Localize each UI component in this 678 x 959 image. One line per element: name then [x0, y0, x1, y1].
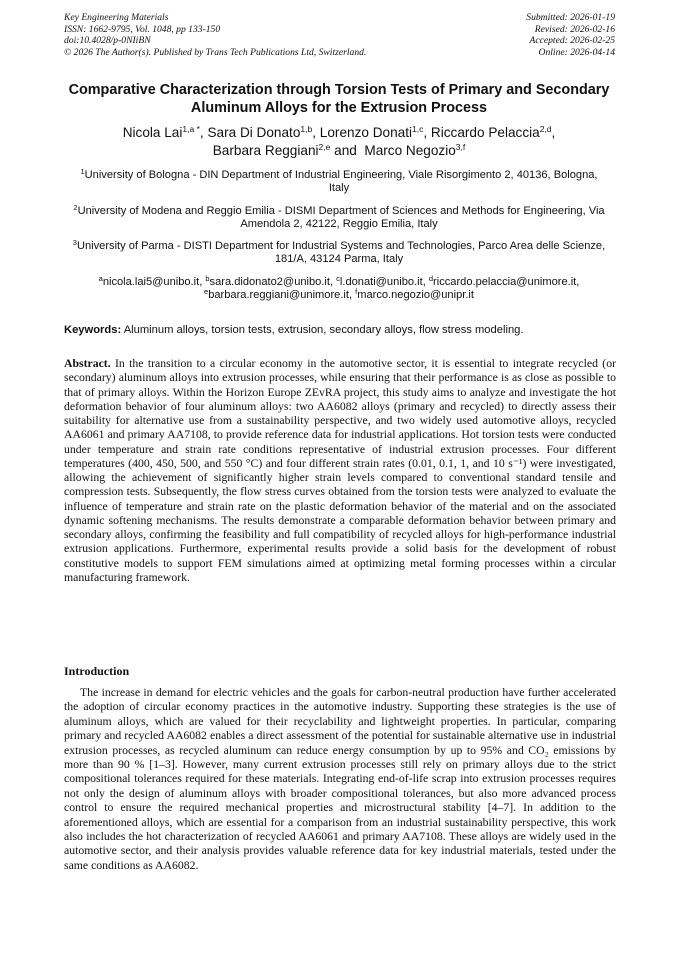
affiliation-sup: 1 [80, 167, 85, 176]
date-online: Online: 2026-04-14 [538, 46, 615, 58]
affiliation-1 [70, 169, 608, 195]
journal-copyright: © 2026 The Author(s). Published by Trans Tech Publications Ltd, Switzerland. [64, 46, 367, 58]
journal-info [64, 12, 464, 58]
journal-issn: ISSN: 1662-9795, Vol. 1048, pp 133-150 [64, 23, 221, 35]
keywords-label: Keywords: [64, 324, 122, 336]
author-sup: 3,f [455, 142, 466, 152]
email-link[interactable]: marco.negozio@unipr.it [357, 289, 474, 302]
email-sep: , [348, 289, 356, 302]
author-sup: 1,b [300, 124, 313, 134]
email-link[interactable]: nicola.lai5@unibo.it [102, 276, 200, 288]
email-link[interactable]: sara.didonato2@unibo.it [209, 276, 330, 288]
email-sup: e [204, 287, 209, 297]
paper-title: Comparative Characterization through Torsion Tests of Primary and Secondary Aluminum Alloys for the Extrusion Process [68, 82, 610, 116]
affiliation-3 [70, 240, 608, 266]
author-name: Barbara Reggiani [212, 143, 319, 158]
email-sup: b [205, 274, 210, 283]
affiliation-sup: 3 [72, 238, 77, 247]
affiliation-text: University of Modena and Reggio Emilia - DISMI Department of Sciences and Methods for Engineering, Via Amendola 2, 42122, Reggio Emilia, Italy [77, 205, 605, 231]
author-sup: 1,a * [182, 124, 200, 134]
affiliation-sup: 2 [73, 203, 78, 212]
author-sup: 1,c [412, 124, 424, 134]
email-sup: a [98, 274, 103, 283]
author-name: Nicola Lai [122, 125, 183, 140]
abstract-label: Abstract. [64, 357, 111, 370]
author-sep: , [199, 125, 208, 140]
email-sep: , [199, 276, 206, 288]
email-list [64, 276, 614, 303]
author-name: Riccardo Pelaccia [430, 125, 540, 140]
date-accepted: Accepted: 2026-02-25 [529, 35, 615, 47]
affiliation-2 [70, 205, 608, 231]
email-link[interactable]: riccardo.pelaccia@unimore.it [433, 276, 577, 288]
journal-name: Key Engineering Materials [64, 12, 169, 23]
email-sup: f [355, 287, 358, 297]
email-link[interactable]: barbara.reggiani@unimore.it [208, 289, 349, 302]
keywords [64, 324, 616, 337]
email-sup: d [428, 274, 434, 283]
author-list [64, 124, 614, 160]
section-heading-introduction: Introduction [64, 664, 130, 678]
date-revised: Revised: 2026-02-16 [534, 23, 615, 35]
introduction-paragraph: The increase in demand for electric vehicles and the goals for carbon-neutral production have further accelerated the adoption of circular economy practices in the automotive industry. Supporting these strategies is the use of aluminum alloys, which are valued for their recyclability and lightweight properties. In particular, comparing primary and recycled AA6082 enables a direct assessment of the potential for sustainable alternative use in industrial extrusion processes, as recycled aluminum can reduce energy consumption by up to 95% and CO₂ emissions by more than 90 % [1–3]. However, many current extrusion processes still rely on primary alloys due to the strict compositional tolerances required for these materials. Integrating end-of-life scrap into extrusion processes requires not only the design of aluminum alloys with broader compositional tolerances, but also more advanced process control to ensure the required mechanical properties and microstructural stability [4–7]. In addition to the aforementioned alloys, which are essential for a comparison from an industrial sustainability perspective, this work also includes the hot characterization of recycled AA6061 and primary AA7108. These alloys are widely used in the automotive sector, and their analysis provides valuable reference data for key industrial materials, tested under the same conditions as AA6082. [64, 686, 616, 872]
author-sup: 2,e [318, 142, 331, 152]
abstract [64, 357, 616, 585]
email-sep: , [576, 276, 580, 288]
email-sup: c [336, 274, 340, 283]
author-name: Marco Negozio [364, 143, 456, 158]
author-sep: , [312, 125, 320, 140]
date-submitted: Submitted: 2026-01-19 [526, 12, 615, 23]
author-name: Lorenzo Donati [319, 125, 412, 140]
affiliation-text: University of Parma - DISTI Department for Industrial Systems and Technologies, Parco Area delle Scienze, 181/A, 43124 Parma, Italy [76, 240, 606, 266]
author-sup: 2,d [539, 124, 552, 134]
email-sep: , [329, 276, 337, 288]
affiliation-text: University of Bologna - DIN Department of Industrial Engineering, Viale Risorgimento 2, 40136, Bologna, Italy [84, 169, 598, 195]
journal-doi: doi:10.4028/p-0NIiBN [64, 35, 151, 47]
email-link[interactable]: l.donati@unibo.it [339, 276, 423, 288]
author-sep: , [423, 125, 431, 140]
email-sep: , [422, 276, 429, 288]
keywords-text: Aluminum alloys, torsion tests, extrusion, secondary alloys, flow stress modeling. [121, 324, 524, 336]
author-sep: , [551, 125, 556, 140]
author-sep: and [330, 143, 361, 158]
publication-dates [455, 12, 615, 58]
abstract-text: In the transition to a circular economy in the automotive sector, it is essential to integrate recycled (or secondary) aluminum alloys into extrusion processes, while ensuring that their performance is as close as possible to that of primary alloys. Within the Horizon Europe ZEvRA project, this study aims to analyze and investigate the hot deformation behavior of four aluminum alloys: two AA6082 alloys (primary and recycled) to directly assess their suitability for alternative use from a sustainability perspective, and two widely used automotive alloys, recycled AA6061 and primary AA7108, to provide reference data for industrial applications. Hot torsion tests were conducted under temperature and strain rate conditions representative of industrial extrusion processes. Four different temperatures (400, 450, 500, and 550 °C) and four different strain rates (0.01, 0.1, 1, and 10 s⁻¹) were investigated, allowing the achievement of significantly higher strain levels compared to conventional standard tensile and compression tests. Subsequently, the flow stress curves obtained from the torsion tests were analyzed to evaluate the influence of temperature and strain rate on the plastic deformation behavior of the material and on the associated dynamic softening mechanisms. The results demonstrate a comparable deformation behavior between primary and secondary alloys, confirming the feasibility and full compatibility of recycled alloys for high-performance industrial extrusion applications. Furthermore, experimental results provide a solid basis for the development of robust constitutive models to support FEM simulations aimed at optimizing metal forming processes within a circular manufacturing framework. [64, 357, 616, 584]
author-name: Sara Di Donato [207, 125, 301, 140]
